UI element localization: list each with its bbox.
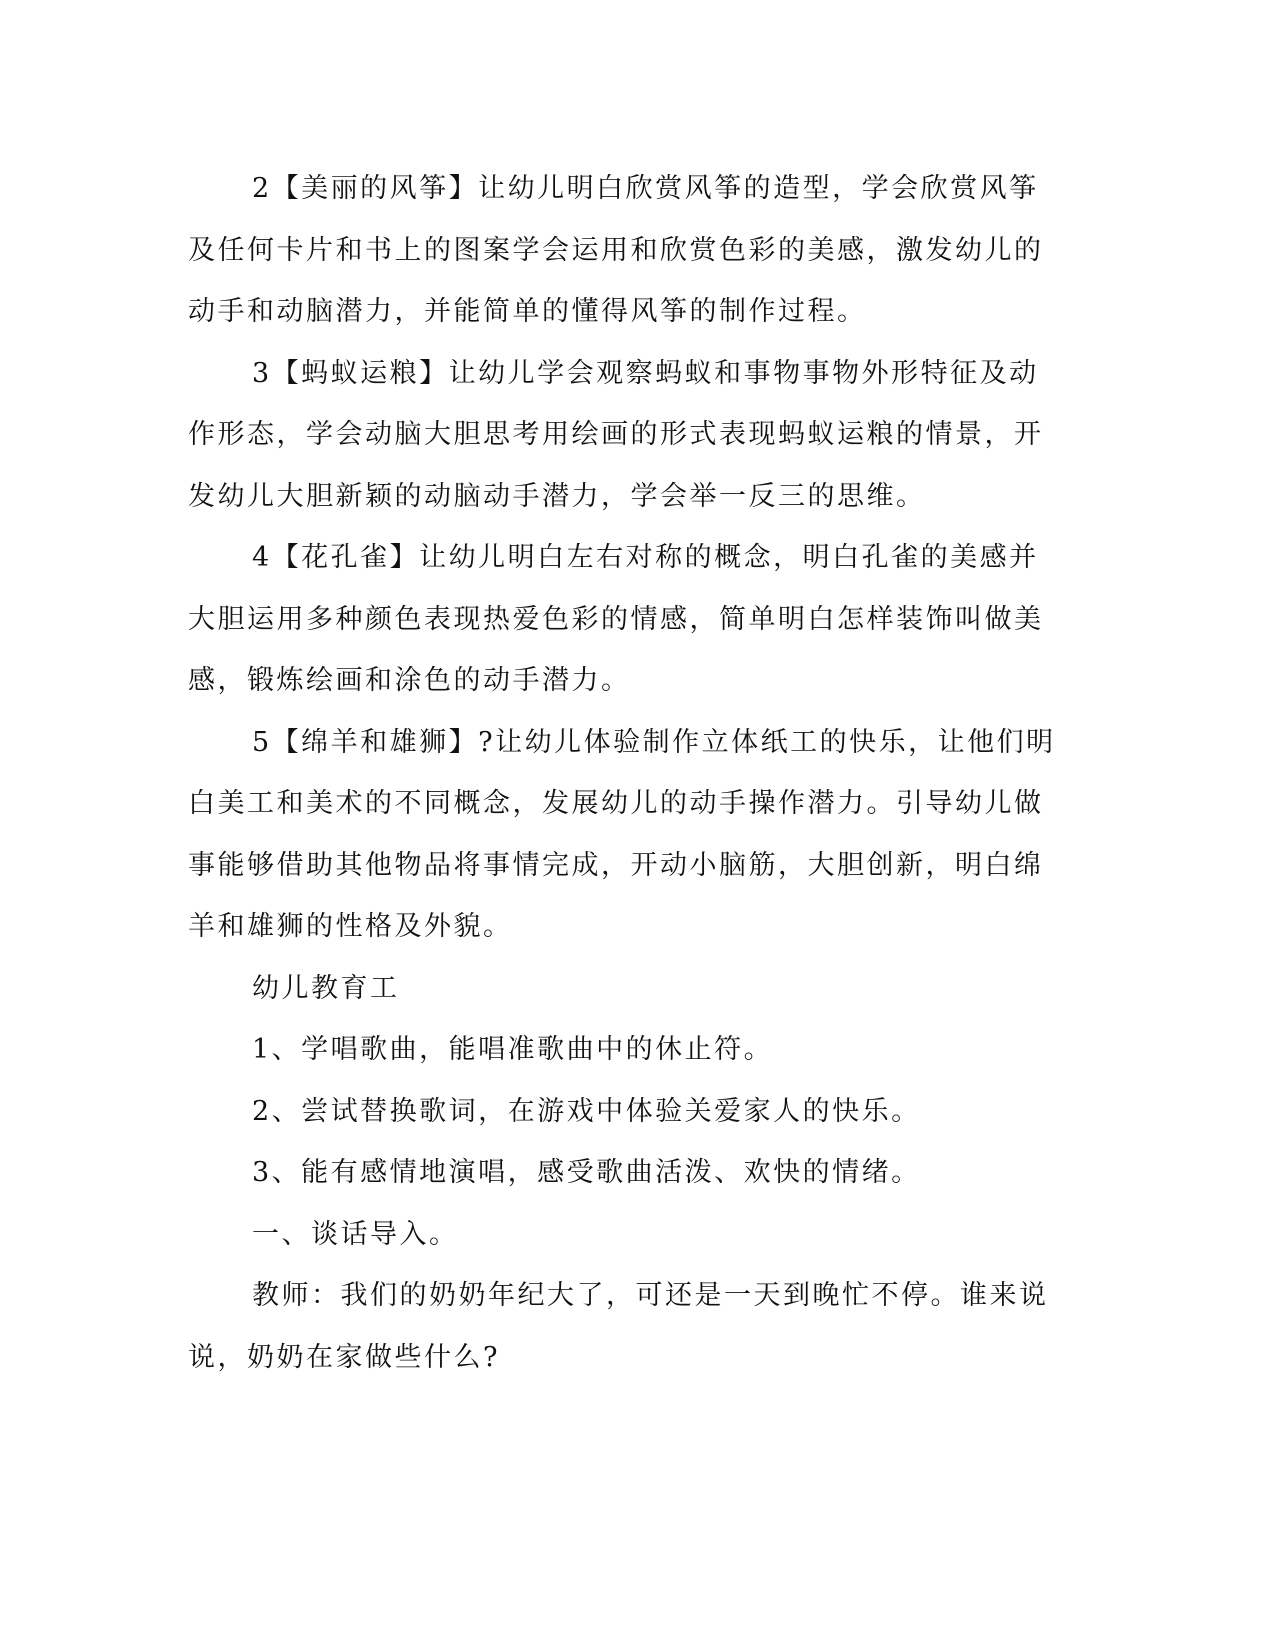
step-heading-intro: 一、谈话导入。: [252, 1218, 459, 1250]
paragraph-peacock: 4【花孔雀】让幼儿明白左右对称的概念，明白孔雀的美感并大胆运用多种颜色表现热爱色彩的情感，简单明白怎样装饰叫做美感，锻炼绘画和涂色的动手潜力。: [188, 542, 1044, 696]
paragraph-teacher: 教师：我们的奶奶年纪大了，可还是一天到晚忙不停。谁来说说，奶奶在家做些什么?: [188, 1280, 1049, 1373]
document-body: [188, 158, 1068, 1388]
paragraph-ant-grain: 3【蚂蚁运粮】让幼儿学会观察蚂蚁和事物事物外形特征及动作形态，学会动脑大胆思考用绘画的形式表现蚂蚁运粮的情景，开发幼儿大胆新颖的动脑动手潜力，学会举一反三的思维。: [188, 357, 1044, 512]
goal-item-1: 1、学唱歌曲，能唱准歌曲中的休止符。: [252, 1034, 774, 1065]
goal-item-2: 2、尝试替换歌词，在游戏中体验关爱家人的快乐。: [252, 1095, 921, 1127]
section-heading: 幼儿教育工: [252, 972, 400, 1004]
paragraph-kite: 2【美丽的风筝】让幼儿明白欣赏风筝的造型，学会欣赏风筝及任何卡片和书上的图案学会运用和欣赏色彩的美感，激发幼儿的动手和动脑潜力，并能简单的懂得风筝的制作过程。: [188, 173, 1044, 327]
paragraph-sheep-lion: 5【绵羊和雄狮】?让幼儿体验制作立体纸工的快乐，让他们明白美工和美术的不同概念，发展幼儿的动手操作潜力。引导幼儿做事能够借助其他物品将事情完成，开动小脑筋，大胆创新，明白绵羊和雄狮的性格及外貌。: [188, 726, 1056, 942]
goal-item-3: 3、能有感情地演唱，感受歌曲活泼、欢快的情绪。: [252, 1157, 921, 1188]
